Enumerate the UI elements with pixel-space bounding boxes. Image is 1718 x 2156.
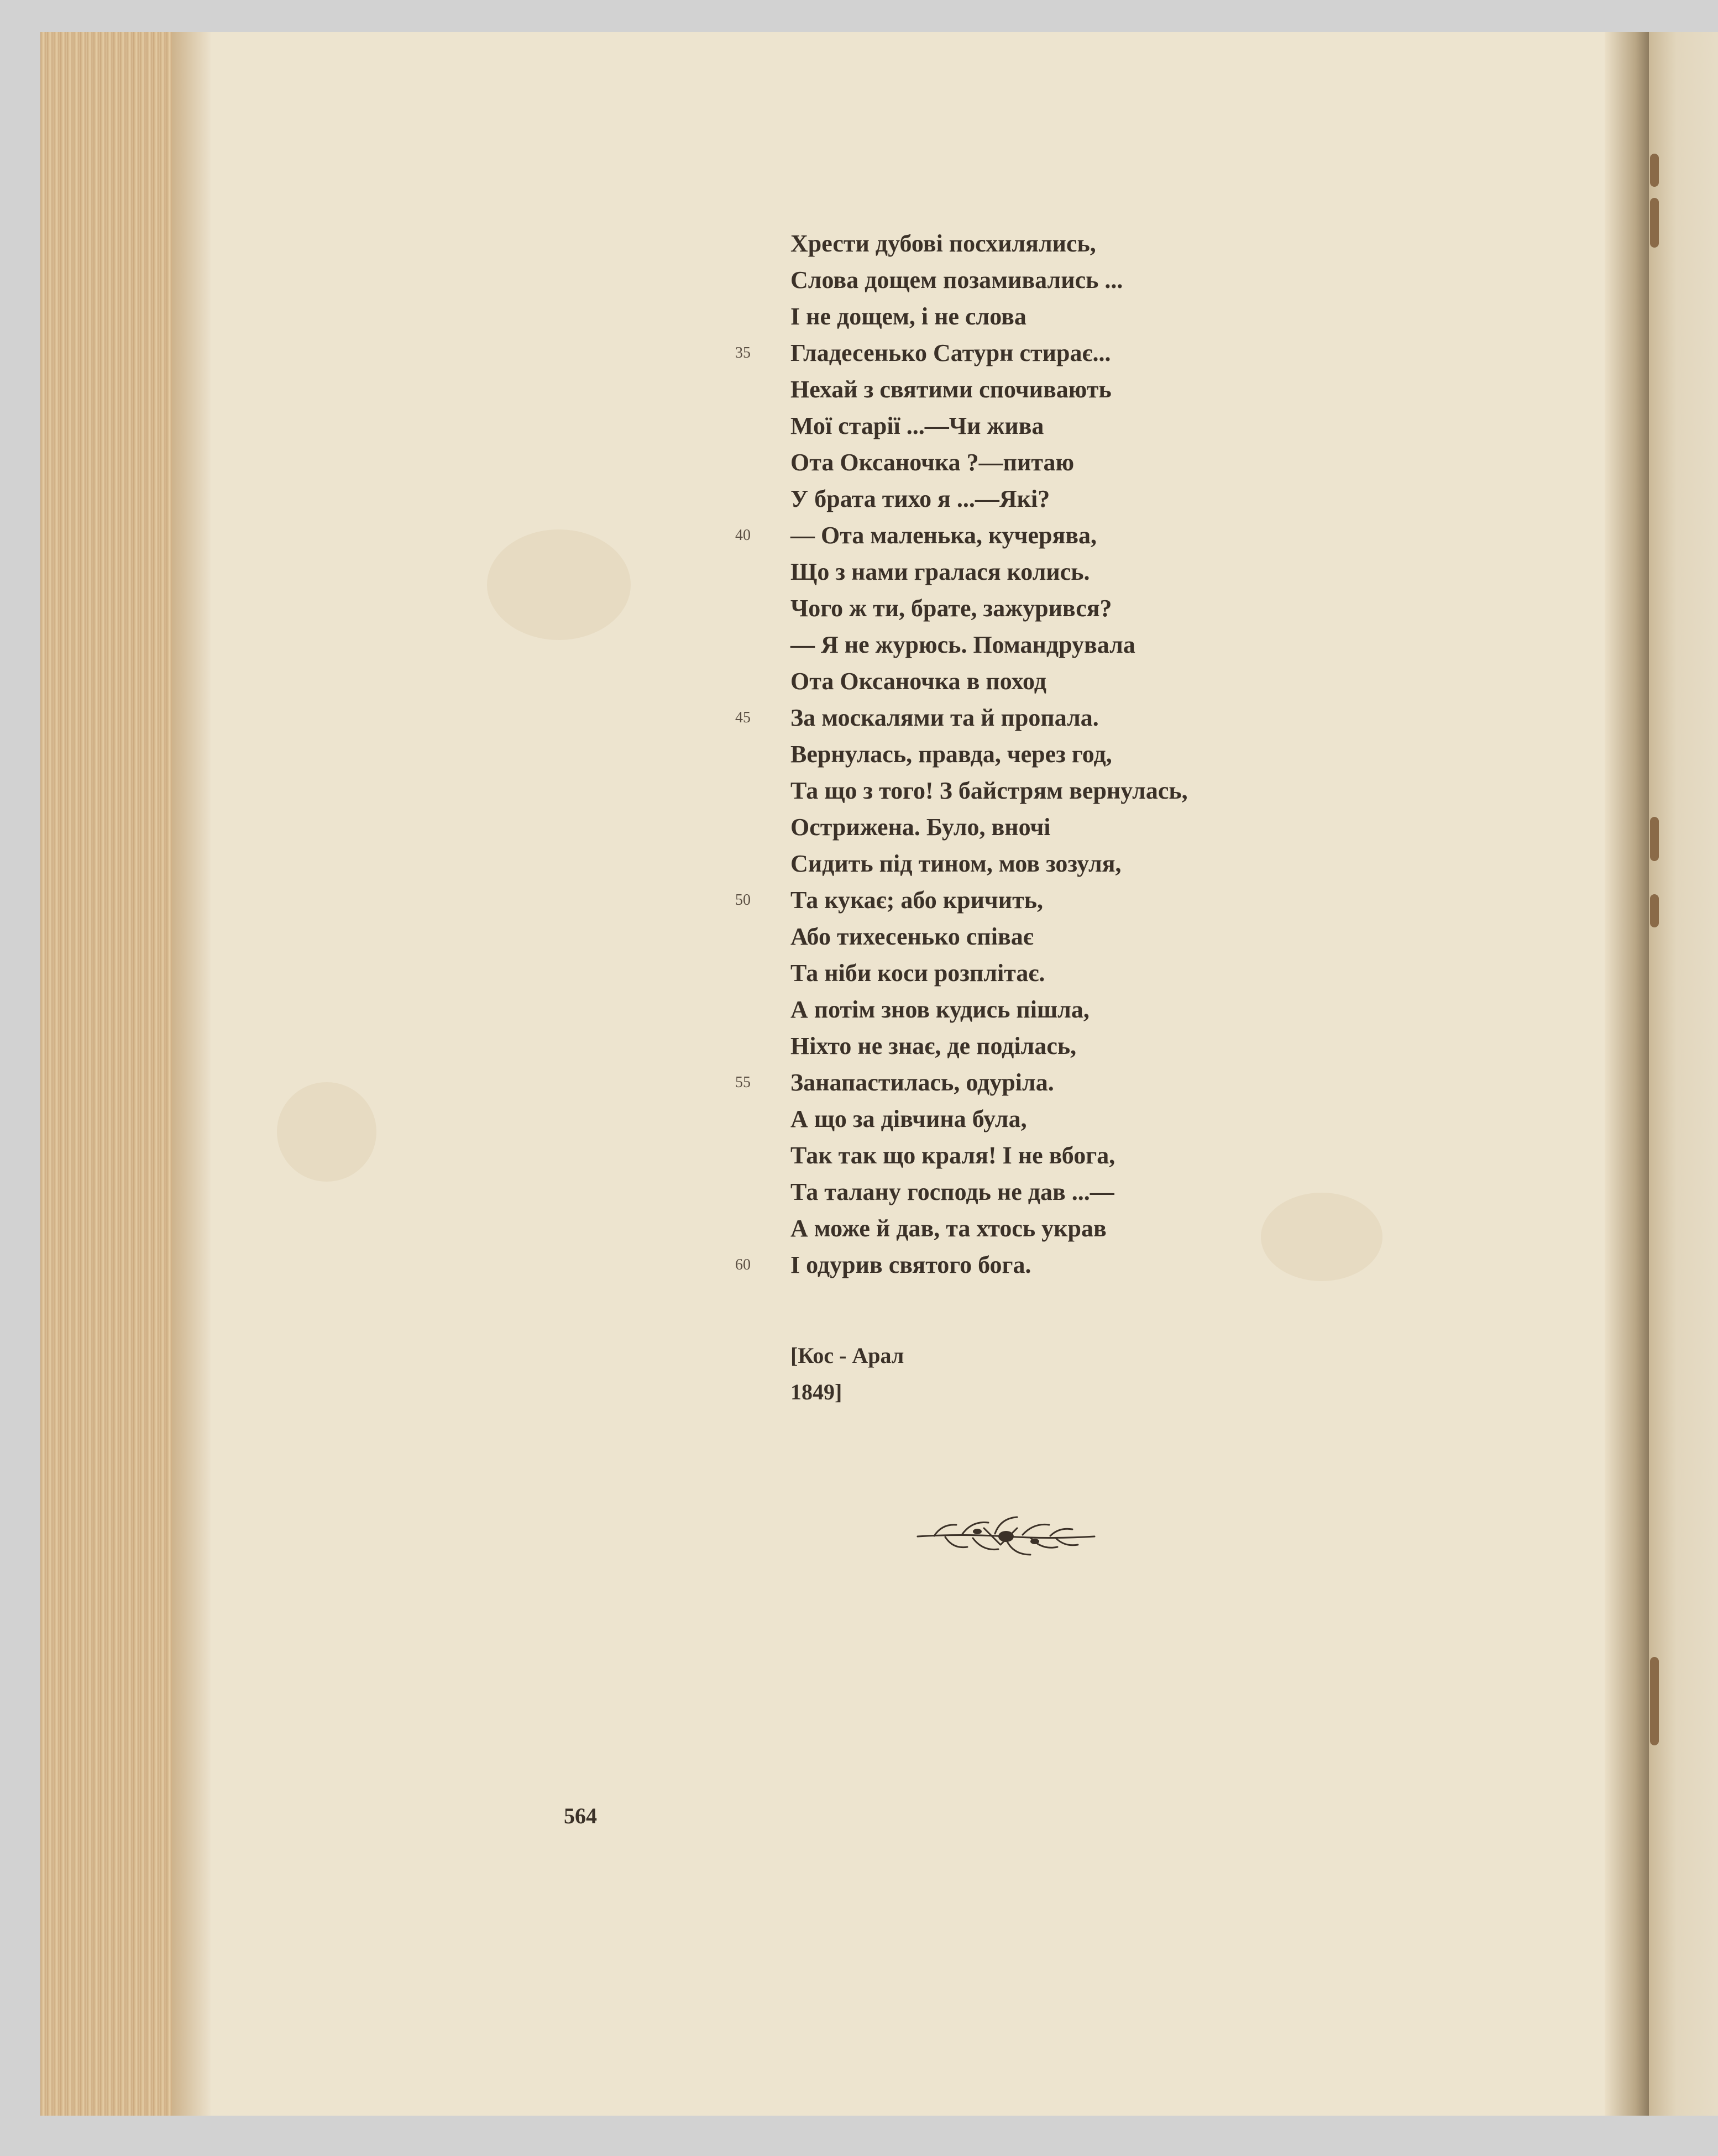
poem-line: Так так що краля! І не вбога,: [790, 1142, 1115, 1169]
poem-line: Та кукає; або кричить,: [790, 886, 1043, 914]
book-gutter: [1605, 32, 1649, 2116]
paper-stain: [487, 529, 631, 640]
poem-line: — Я не журюсь. Помандрувала: [790, 631, 1135, 658]
line-number: 50: [735, 891, 751, 909]
line-number: 40: [735, 527, 751, 544]
poem-line: А може й дав, та хтось украв: [790, 1215, 1107, 1242]
poem-line: — Ота маленька, кучерява,: [790, 522, 1097, 549]
poem-line: За москалями та й пропала.: [790, 704, 1099, 731]
poem-line: І одурив святого бога.: [790, 1251, 1031, 1278]
poem-line: А потім знов кудись пішла,: [790, 996, 1090, 1023]
poem: [735, 225, 1343, 1331]
poem-line: А що за дівчина була,: [790, 1105, 1027, 1132]
line-number: 55: [735, 1074, 751, 1091]
poem-line: Слова дощем позамивались ...: [790, 266, 1123, 293]
line-number: 45: [735, 709, 751, 726]
place-date: [790, 1337, 904, 1410]
year-label: 1849]: [790, 1379, 842, 1404]
paper-stain: [277, 1082, 376, 1182]
poem-line: Гладесенько Сатурн стирає...: [790, 339, 1111, 366]
poem-line: Хрести дубові посхилялись,: [790, 230, 1096, 257]
poem-line: У брата тихо я ...—Які?: [790, 485, 1050, 512]
line-number: 35: [735, 344, 751, 361]
line-number: 60: [735, 1256, 751, 1273]
poem-line: Та що з того! З байстрям вернулась,: [790, 777, 1188, 804]
poem-line: Мої старії ...—Чи жива: [790, 412, 1044, 439]
foliage-ornament-icon: [912, 1512, 1100, 1561]
poem-line: Вернулась, правда, через год,: [790, 741, 1112, 768]
page-edge-shadow: [172, 32, 211, 2116]
page-number: 564: [564, 1803, 597, 1828]
poem-line: І не дощем, і не слова: [790, 303, 1026, 330]
poem-line: Ота Оксаночка в поход: [790, 668, 1046, 695]
poem-line: Що з нами гралася колись.: [790, 558, 1090, 585]
place-label: [Кос - Арал: [790, 1343, 904, 1368]
poem-line: Ота Оксаночка ?—питаю: [790, 449, 1075, 476]
poem-line: Острижена. Було, вночі: [790, 814, 1051, 841]
poem-line: Та ніби коси розплітає.: [790, 959, 1045, 987]
poem-line: Ніхто не знає, де поділась,: [790, 1032, 1077, 1059]
facing-page-edge: [1649, 32, 1718, 2116]
poem-line: Сидить під тином, мов зозуля,: [790, 850, 1122, 877]
poem-line: Та талану господь не дав ...—: [790, 1178, 1114, 1205]
poem-line: Занапастилась, одуріла.: [790, 1069, 1054, 1096]
poem-line: Або тихесенько співає: [790, 923, 1034, 950]
page-edges: [40, 32, 172, 2116]
poem-line: Нехай з святими спочивають: [790, 376, 1112, 403]
poem-line: Чого ж ти, брате, зажурився?: [790, 595, 1112, 622]
